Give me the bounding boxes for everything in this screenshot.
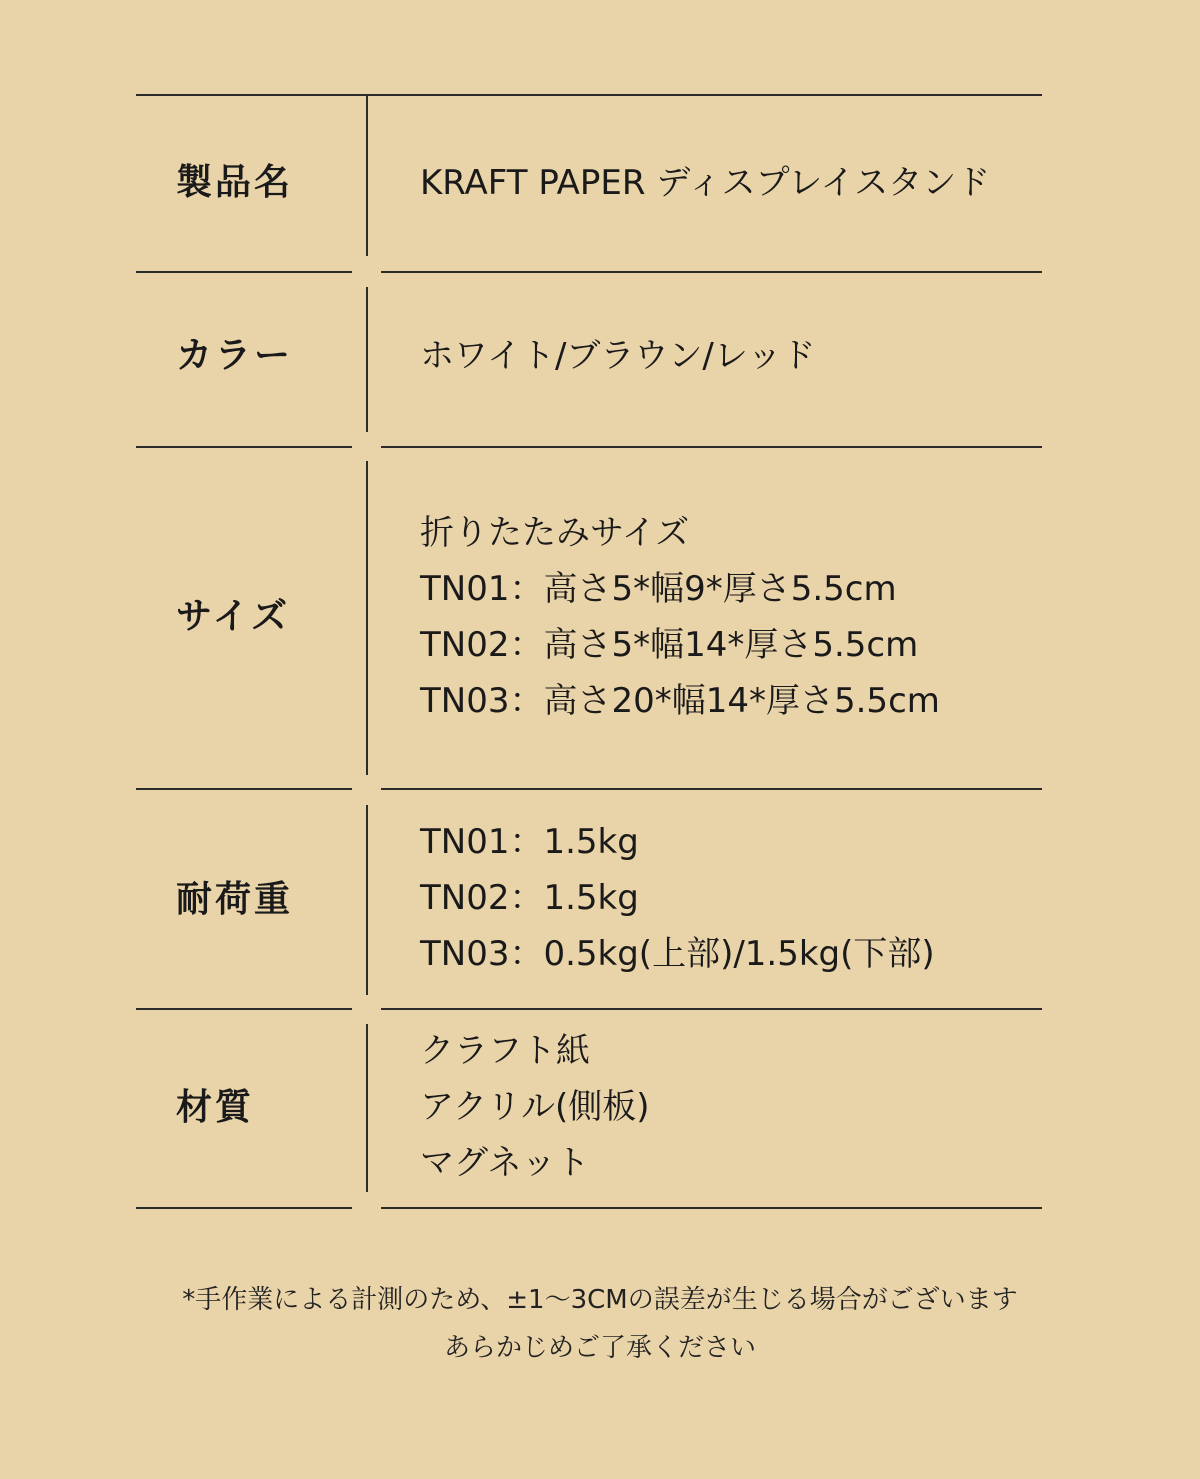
row-divider-left [136,1207,352,1209]
value-line: KRAFT PAPER ディスプレイスタンド [420,163,991,203]
row-divider-left [136,446,352,448]
row-divider-right [381,446,1042,448]
value-line: TN02：高さ5*幅14*厚さ5.5cm [420,625,919,665]
row-divider-left [136,271,352,273]
row-label-material: 材質 [176,1087,255,1128]
row-value-size [420,505,940,729]
footnote-line: *手作業による計測のため、±1〜3CMの誤差が生じる場合がございます [182,1285,1018,1315]
value-line: TN01：1.5kg [420,822,639,862]
value-line: TN03：0.5kg(上部)/1.5kg(下部) [420,934,935,974]
row-value-product-name [420,155,990,211]
value-line: TN02：1.5kg [420,878,639,918]
row-divider-left [136,1008,352,1010]
row-divider-right [381,1008,1042,1010]
column-divider [366,1024,368,1192]
column-divider [366,461,368,775]
column-divider [366,96,368,256]
row-label-product-name: 製品名 [176,162,294,203]
value-line: アクリル(側板) [420,1087,650,1127]
table-top-border [136,94,1042,96]
row-label-size: サイズ [176,596,291,637]
value-line: クラフト紙 [420,1031,590,1071]
row-label-color: カラー [176,335,294,376]
row-label-load-capacity: 耐荷重 [176,879,294,920]
row-divider-right [381,271,1042,273]
footnote [0,1276,1200,1372]
value-line: TN01：高さ5*幅9*厚さ5.5cm [420,569,897,609]
row-value-color [420,328,816,384]
row-divider-left [136,788,352,790]
row-value-material [420,1023,650,1191]
row-value-load-capacity [420,814,935,982]
value-line: 折りたたみサイズ [420,513,690,553]
column-divider [366,805,368,995]
value-line: マグネット [420,1143,590,1183]
row-divider-right [381,788,1042,790]
value-line: TN03：高さ20*幅14*厚さ5.5cm [420,681,940,721]
value-line: ホワイト/ブラウン/レッド [420,336,816,376]
row-divider-right [381,1207,1042,1209]
column-divider [366,287,368,432]
footnote-line: あらかじめご了承ください [443,1333,756,1363]
